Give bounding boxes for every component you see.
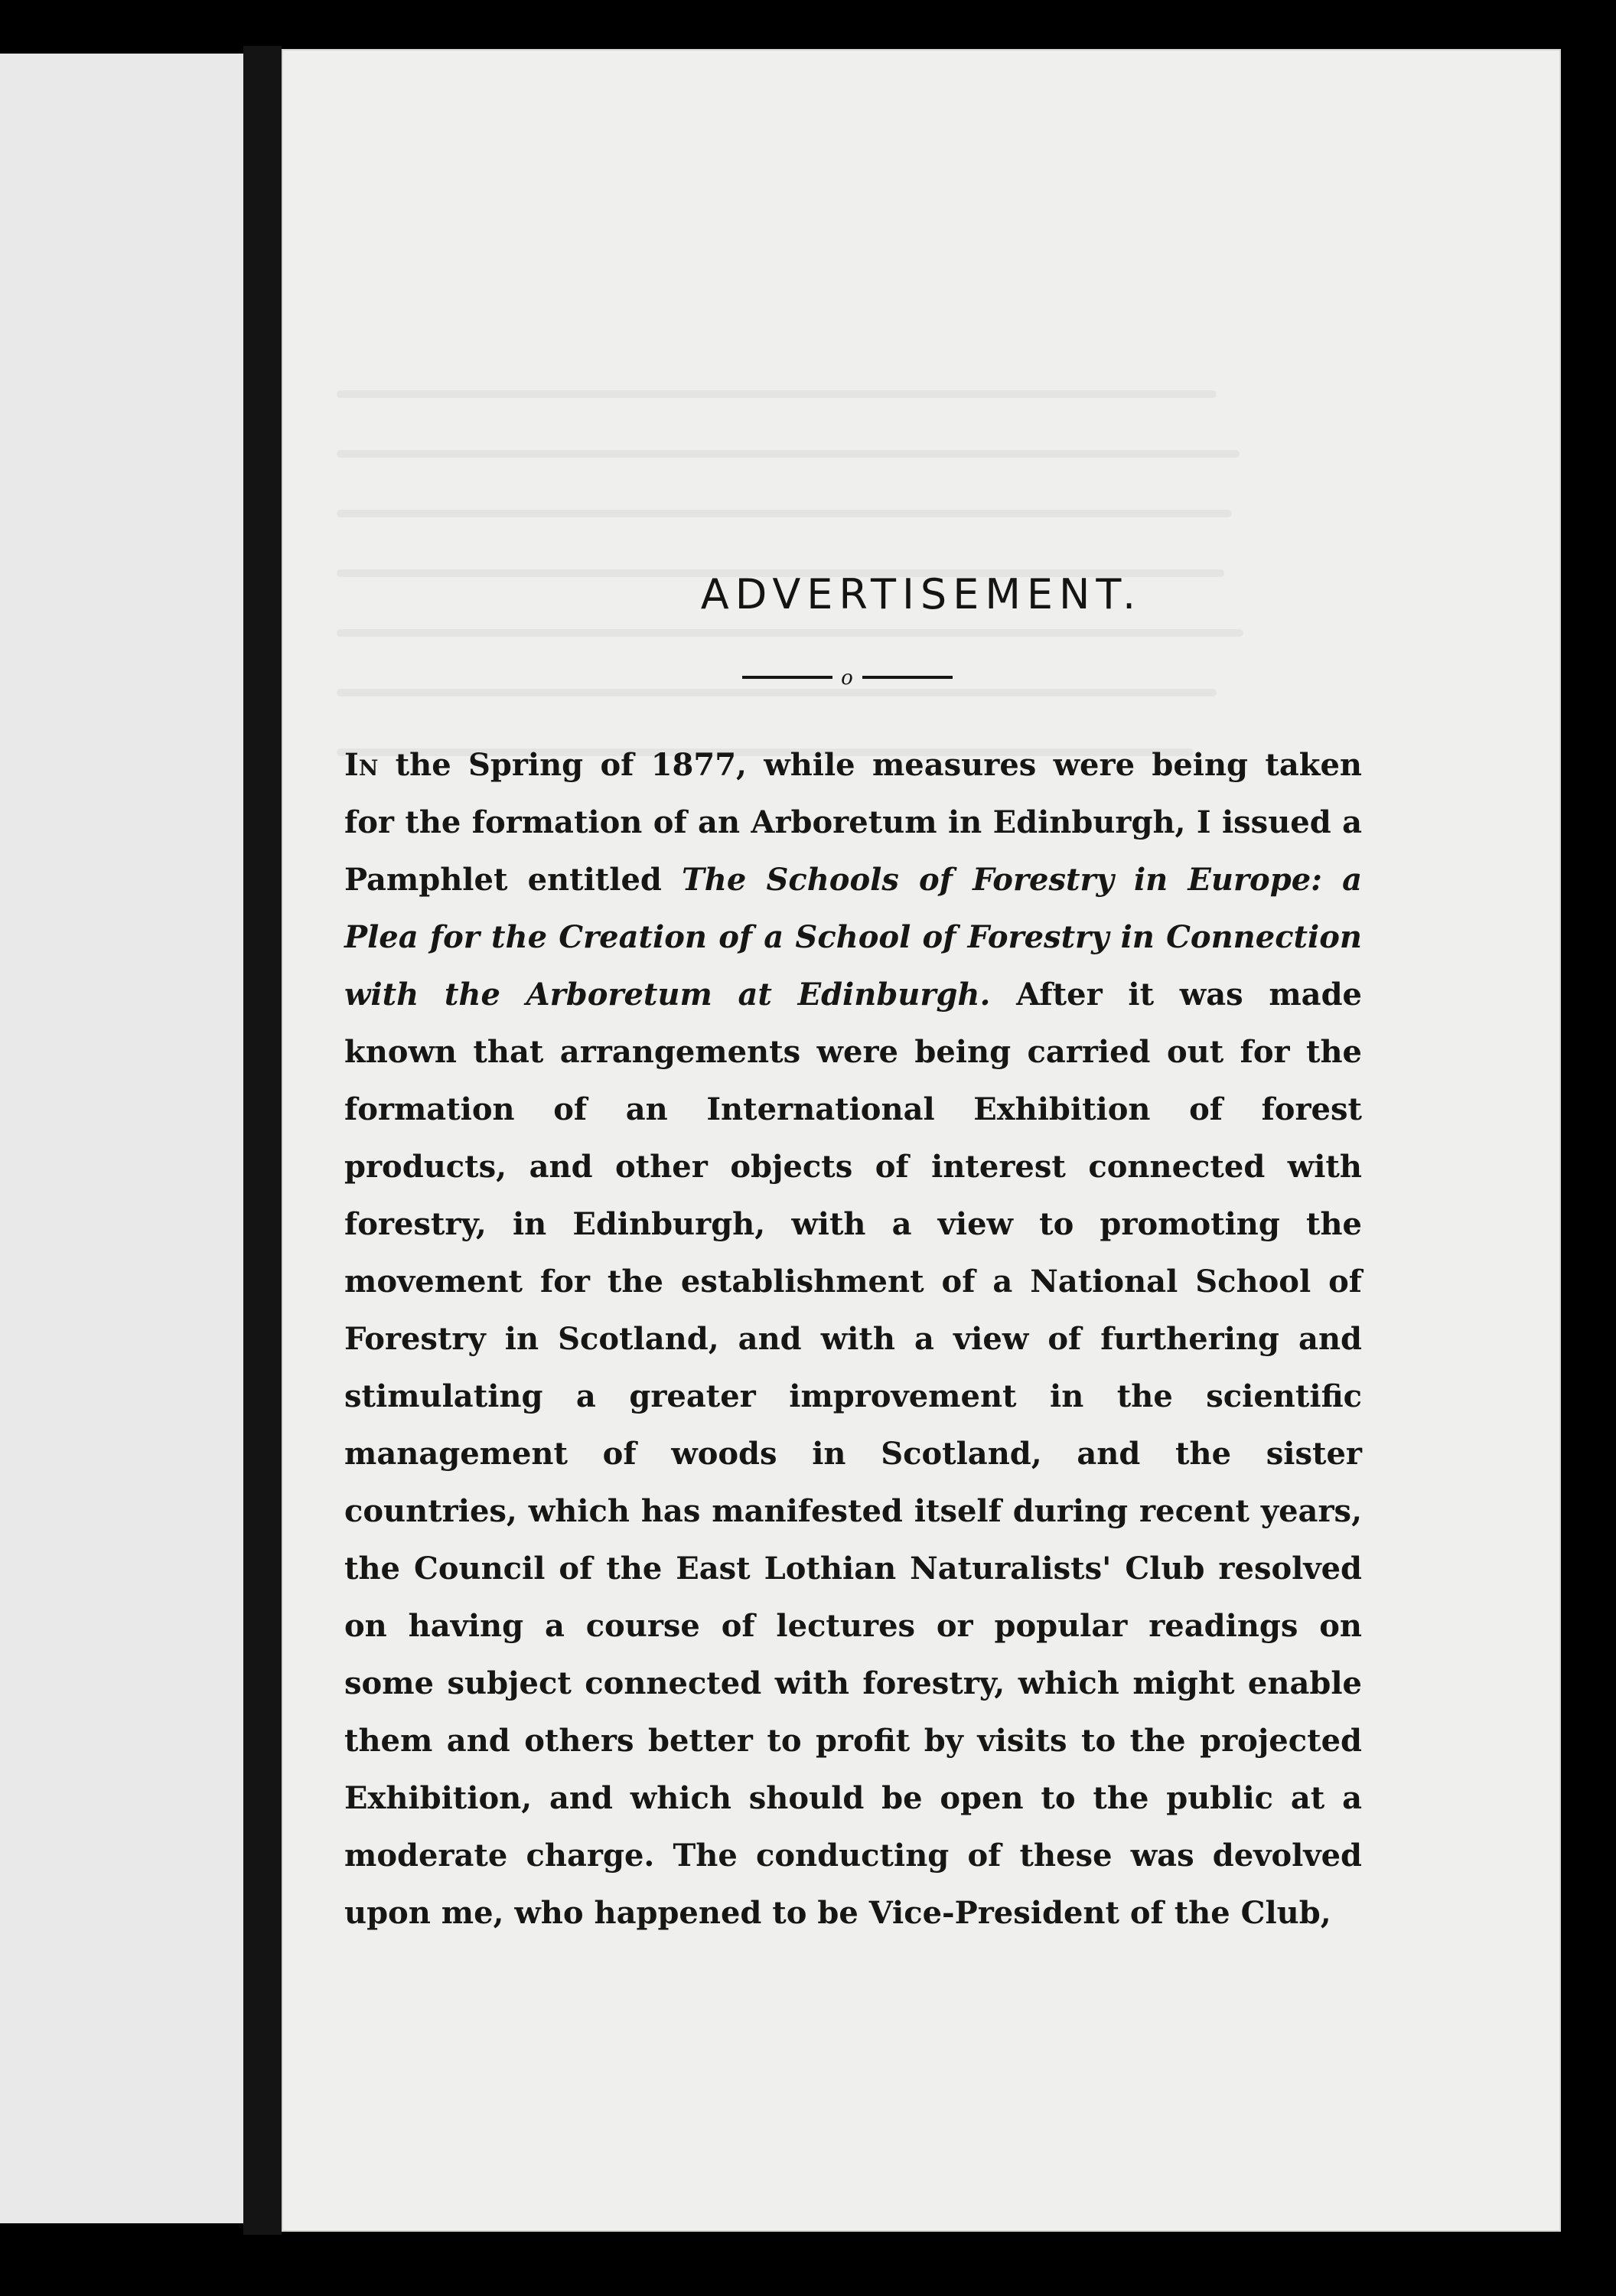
ornamental-rule [742,666,953,689]
facing-page-fragment [0,54,243,2223]
pamphlet-title: The Schools of Forestry in Europe: a Plea for the Creation of a School of Forestry in Connection with the Arboretum at Edinburgh. [344,862,1362,1013]
paragraph-text-part2: After it was made known that arrangements were being carried out for the formation of an International Exhibition of forest products, and other objects of interest connected with forestry, in Edinburgh, with a view to promoting the movement for the establishment of a National School of Forestry in Scotland, and with a view of furthering and stimulating a greater improvement in the scientific management of woods in Scotland, and the sister countries, which has manifested itself during recent years, the Council of the East Lothian Naturalists' Club resolved on having a course of lectures or popular readings on some subject connected with forestry, which might enable them and others better to profit by visits to the projected Exhibition, and which should be open to the public at a moderate charge. The conducting of these was devolved upon me, who happened to be Vice-President of the Club, [344,977,1362,1931]
body-paragraph [344,736,1362,1942]
paragraph-text-part1: the Spring of 1877, while measures were being taken for the formation of an Arboretum in Edinburgh, I issued a Pamphlet entitled [344,747,1362,898]
opening-word: In [344,747,379,783]
book-gutter [243,46,282,2235]
page-heading: ADVERTISEMENT. [700,570,1142,618]
rule-ornament: o [841,667,853,689]
